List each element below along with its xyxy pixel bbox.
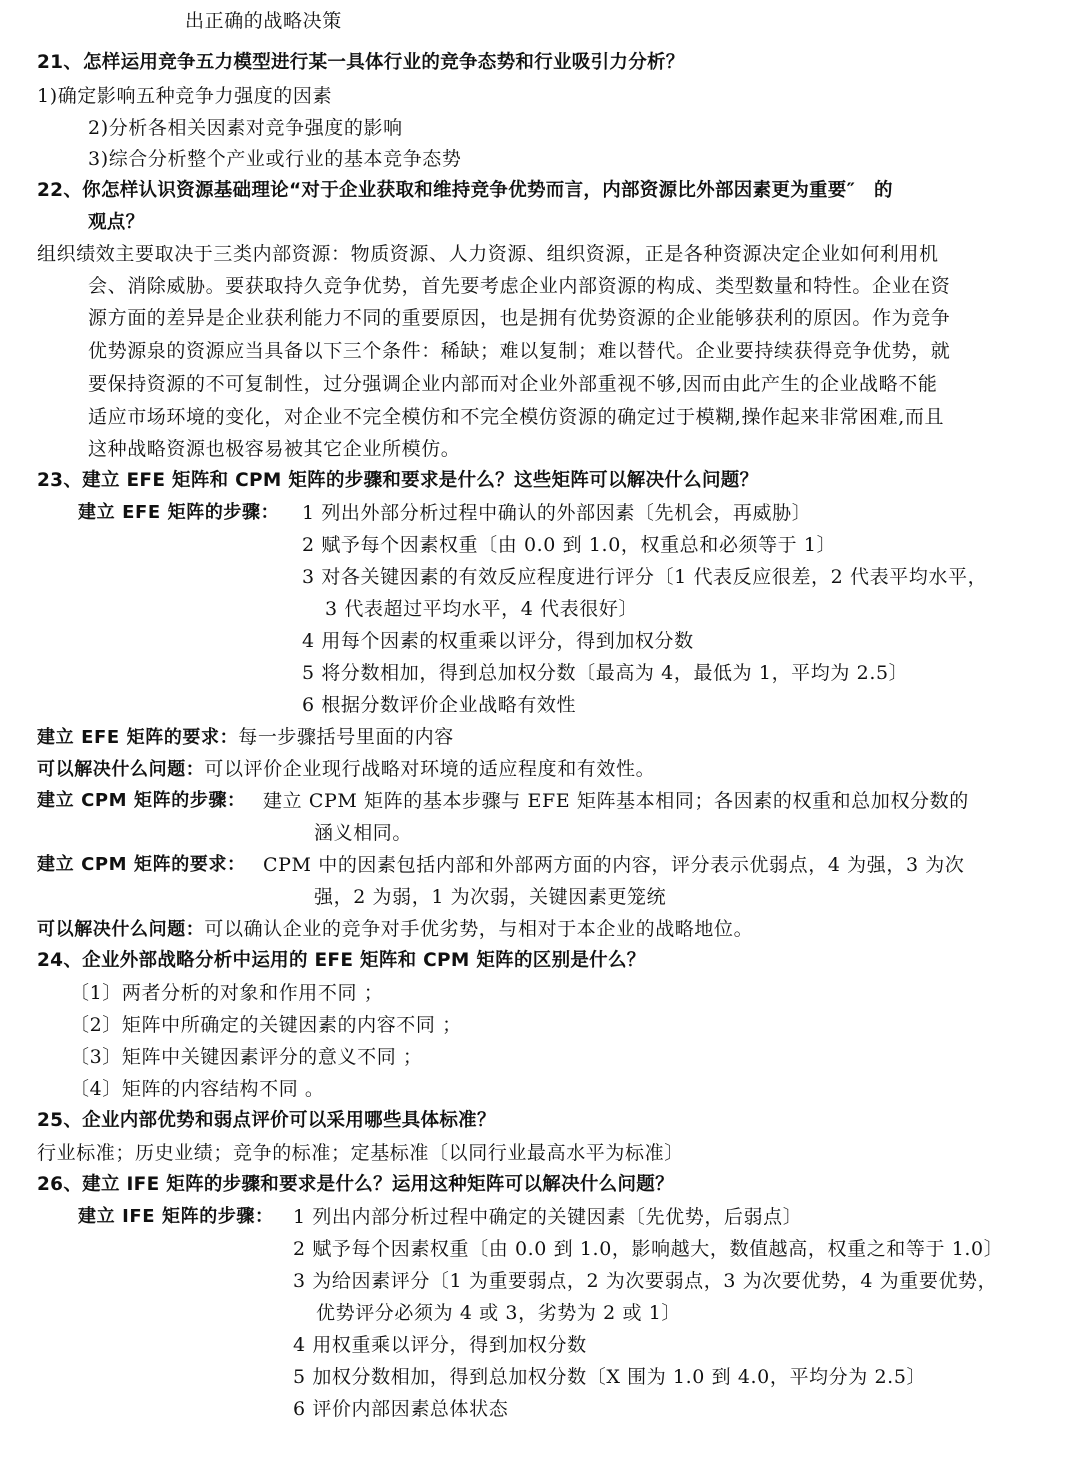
question-22-line-2: 观点？ [88, 212, 145, 233]
intro-tail-text: 出正确的战略决策 [185, 10, 342, 32]
q24-item: 〔4〕矩阵的内容结构不同 。 [70, 1078, 325, 1100]
question-22-line-1: 22、你怎样认识资源基础理论“对于企业获取和维持竞争优势而言，内部资源比外部因素更为重要″ 的 [37, 180, 893, 201]
question-25-heading: 25、企业内部优势和弱点评价可以采用哪些具体标准？ [37, 1110, 496, 1131]
efe-step: 4 用每个因素的权重乘以评分，得到加权分数 [302, 630, 694, 652]
ife-step: 5 加权分数相加，得到总加权分数〔X 围为 1.0 到 4.0，平均分为 2.5〕 [293, 1366, 927, 1388]
q25-answer: 行业标准；历史业绩；竞争的标准；定基标准〔以同行业最高水平为标准〕 [37, 1142, 684, 1164]
efe-solves-label: 可以解决什么问题： [37, 759, 205, 780]
efe-requirements-label: 建立 EFE 矩阵的要求： [37, 727, 239, 748]
ife-step: 6 评价内部因素总体状态 [293, 1398, 509, 1420]
q22-answer-line: 这种战略资源也极容易被其它企业所模仿。 [88, 438, 461, 460]
question-26-heading: 26、建立 IFE 矩阵的步骤和要求是什么？运用这种矩阵可以解决什么问题？ [37, 1174, 674, 1195]
cpm-steps-text-continuation: 涵义相同。 [314, 822, 413, 844]
q24-item: 〔3〕矩阵中关键因素评分的意义不同 ； [70, 1046, 423, 1068]
cpm-requirements-label: 建立 CPM 矩阵的要求： [37, 854, 246, 875]
question-21-number: 21、 [37, 52, 83, 73]
efe-step: 1 列出外部分析过程中确认的外部因素〔先机会，再威胁〕 [302, 502, 812, 524]
question-21-text: 怎样运用竞争五力模型进行某一具体行业的竞争态势和行业吸引力分析？ [83, 52, 685, 73]
q24-item: 〔1〕两者分析的对象和作用不同 ； [70, 982, 384, 1004]
cpm-solves [37, 916, 753, 943]
question-24-heading: 24、企业外部战略分析中运用的 EFE 矩阵和 CPM 矩阵的区别是什么？ [37, 950, 646, 971]
q22-answer-line: 源方面的差异是企业获利能力不同的重要原因，也是拥有优势资源的企业能够获利的原因。作为竞争 [88, 307, 951, 329]
ife-step: 4 用权重乘以评分，得到加权分数 [293, 1334, 587, 1356]
q22-answer-line: 会、消除威胁。要获取持久竞争优势，首先要考虑企业内部资源的构成、类型数量和特性。企业在资 [88, 275, 951, 297]
efe-requirements [37, 724, 454, 751]
cpm-steps-label: 建立 CPM 矩阵的步骤： [37, 790, 246, 811]
ife-steps-label: 建立 IFE 矩阵的步骤： [78, 1206, 274, 1227]
ife-step: 1 列出内部分析过程中确定的关键因素〔先优势，后弱点〕 [293, 1206, 803, 1228]
cpm-requirements-text: CPM 中的因素包括内部和外部两方面的内容，评分表示优弱点，4 为强，3 为次 [263, 854, 965, 876]
q22-answer-line: 优势源泉的资源应当具备以下三个条件：稀缺；难以复制；难以替代。企业要持续获得竞争优势，就 [88, 340, 951, 362]
cpm-solves-text: 可以确认企业的竞争对手优劣势，与相对于本企业的战略地位。 [204, 918, 754, 940]
efe-solves [37, 756, 655, 783]
q22-answer-line: 组织绩效主要取决于三类内部资源：物质资源、人力资源、组织资源，正是各种资源决定企业如何利用机 [37, 243, 939, 265]
q21-answer-3: 3)综合分析整个产业或行业的基本竞争态势 [88, 148, 462, 170]
ife-step: 3 为给因素评分〔1 为重要弱点，2 为次要弱点，3 为次要优势，4 为重要优势， [293, 1270, 998, 1292]
efe-requirements-text: 每一步骤括号里面的内容 [238, 726, 454, 748]
ife-step: 2 赋予每个因素权重〔由 0.0 到 1.0，影响越大，数值越高，权重之和等于 1.0〕 [293, 1238, 1004, 1260]
cpm-steps-text: 建立 CPM 矩阵的基本步骤与 EFE 矩阵基本相同；各因素的权重和总加权分数的 [263, 790, 969, 812]
q22-answer-line: 要保持资源的不可复制性，过分强调企业内部而对企业外部重视不够,因而由此产生的企业战略不能 [88, 373, 938, 395]
efe-solves-text: 可以评价企业现行战略对环境的适应程度和有效性。 [204, 758, 656, 780]
q21-answer-2: 2)分析各相关因素对竞争强度的影响 [88, 117, 403, 139]
cpm-solves-label: 可以解决什么问题： [37, 919, 205, 940]
efe-step: 5 将分数相加，得到总加权分数〔最高为 4，最低为 1，平均为 2.5〕 [302, 662, 909, 684]
question-21-heading [37, 50, 685, 76]
efe-step: 6 根据分数评价企业战略有效性 [302, 694, 577, 716]
question-23-heading: 23、建立 EFE 矩阵和 CPM 矩阵的步骤和要求是什么？这些矩阵可以解决什么问题？ [37, 470, 759, 491]
q24-item: 〔2〕矩阵中所确定的关键因素的内容不同 ； [70, 1014, 462, 1036]
efe-step: 2 赋予每个因素权重〔由 0.0 到 1.0，权重总和必须等于 1〕 [302, 534, 837, 556]
q22-answer-line: 适应市场环境的变化，对企业不完全模仿和不完全模仿资源的确定过于模糊,操作起来非常困难,而且 [88, 406, 945, 428]
q21-answer-1: 1)确定影响五种竞争力强度的因素 [37, 85, 333, 107]
efe-step: 3 对各关键因素的有效反应程度进行评分〔1 代表反应很差，2 代表平均水平， [302, 566, 988, 588]
cpm-requirements-text-continuation: 强，2 为弱，1 为次弱，关键因素更笼统 [314, 886, 667, 908]
efe-steps-label: 建立 EFE 矩阵的步骤： [78, 502, 280, 523]
efe-step-continuation: 3 代表超过平均水平，4 代表很好〕 [325, 598, 639, 620]
ife-step-continuation: 优势评分必须为 4 或 3，劣势为 2 或 1〕 [316, 1302, 681, 1324]
